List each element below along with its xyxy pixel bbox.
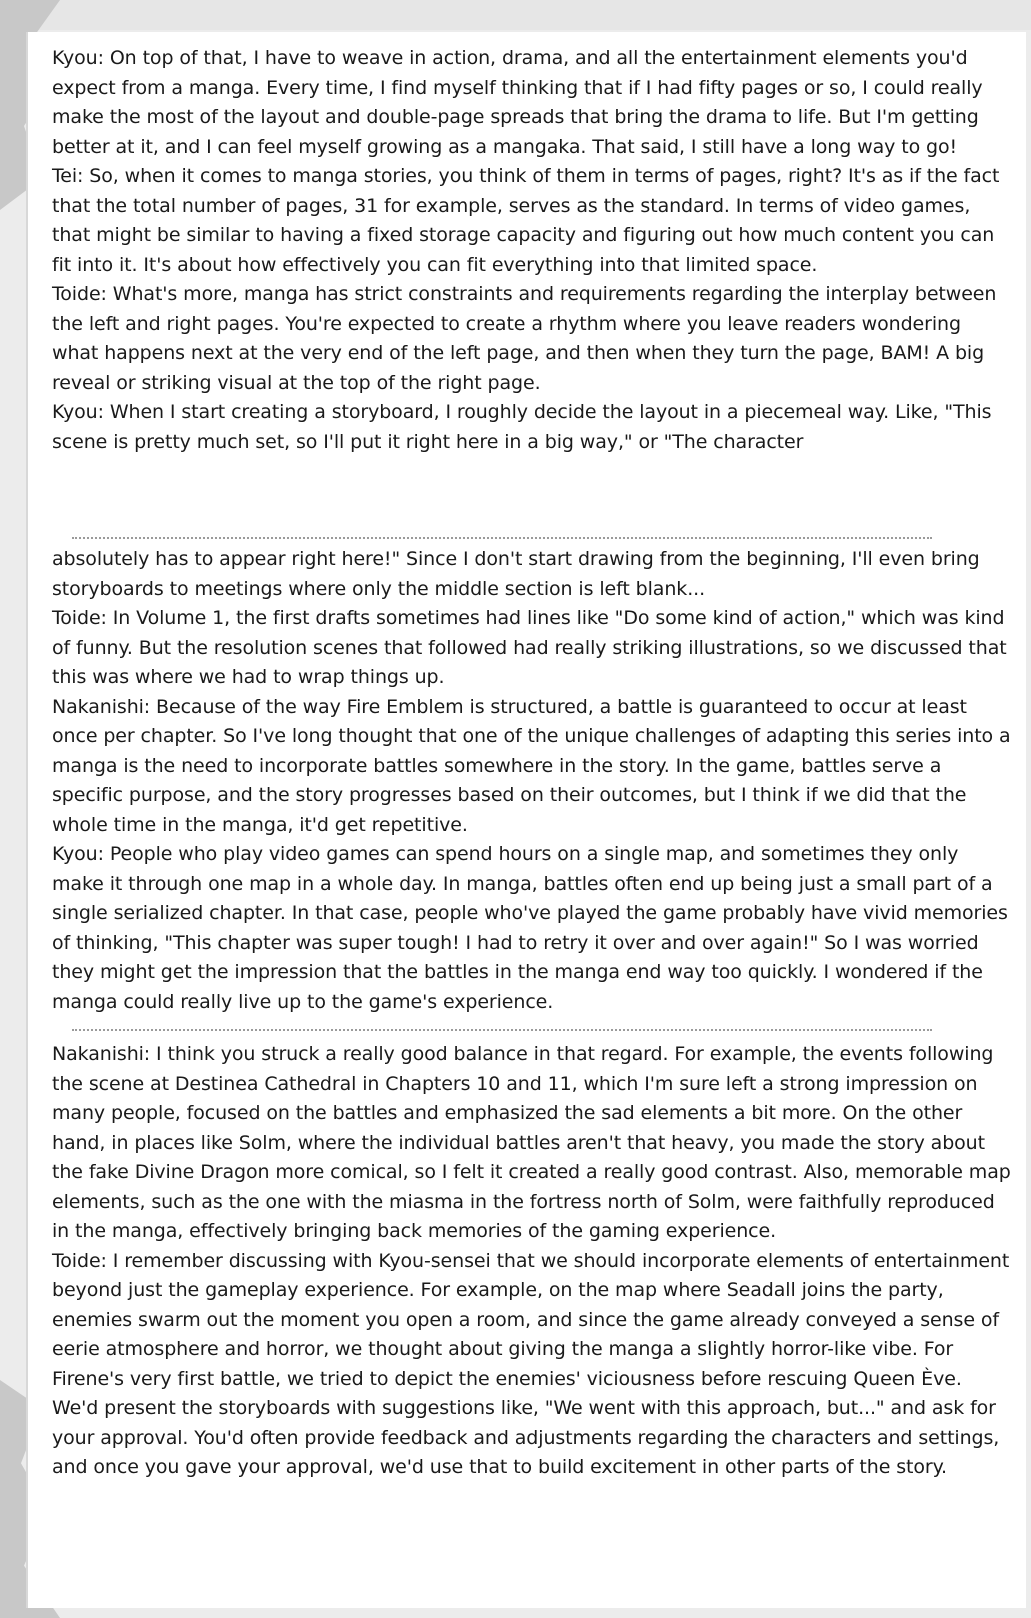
interview-paragraph: Kyou: When I start creating a storyboard, I roughly decide the layout in a piecemeal way. Like, "This scene is pretty much set, so I'll put it right here in a big way," or "The character bbox=[52, 401, 992, 453]
interview-paragraph: Kyou: People who play video games can spend hours on a single map, and sometimes they only make it through one map in a whole day. In manga, battles often end up being just a small part of a single serialized chapter. In that case, people who've played the game probably have vivid memories of thinking, "This chapter was super tough! I had to retry it over and over again!" So I was worried they might get the impression that the battles in the manga end way too quickly. I wondered if the manga could really live up to the game's experience. bbox=[52, 843, 1008, 1013]
interview-paragraph: Toide: What's more, manga has strict constraints and requirements regarding the interplay between the left and right pages. You're expected to create a rhythm where you leave readers wondering what happens next at the very end of the left page, and then when they turn the page, BAM! A big reveal or striking visual at the top of the right page. bbox=[52, 283, 997, 394]
interview-section-2 bbox=[52, 545, 1012, 1017]
section-divider bbox=[72, 1029, 932, 1031]
interview-paragraph: Kyou: On top of that, I have to weave in action, drama, and all the entertainment elements you'd expect from a manga. Every time, I find myself thinking that if I had fifty pages or so, I could really make the most of the layout and double-page spreads that bring the drama to life. But I'm getting better at it, and I can feel myself growing as a mangaka. That said, I still have a long way to go! bbox=[52, 47, 983, 158]
section-divider bbox=[72, 537, 932, 539]
interview-section-3 bbox=[52, 1040, 1012, 1483]
interview-paragraph: Nakanishi: I think you struck a really good balance in that regard. For example, the events following the scene at Destinea Cathedral in Chapters 10 and 11, which I'm sure left a strong impression on many people, focused on the battles and emphasized the sad elements a bit more. On the other hand, in places like Solm, where the individual battles aren't that heavy, you made the story about the fake Divine Dragon more comical, so I felt it created a really good contrast. Also, memorable map elements, such as the one with the miasma in the fortress north of Solm, were faithfully reproduced in the manga, effectively bringing back memories of the gaming experience. bbox=[52, 1043, 1011, 1242]
interview-section-1 bbox=[52, 44, 1012, 457]
interview-paragraph: absolutely has to appear right here!" Since I don't start drawing from the beginning, I'll even bring storyboards to meetings where only the middle section is left blank... bbox=[52, 548, 980, 600]
interview-paragraph: Nakanishi: Because of the way Fire Emblem is structured, a battle is guaranteed to occur at least once per chapter. So I've long thought that one of the unique challenges of adapting this series into a manga is the need to incorporate battles somewhere in the story. In the game, battles serve a specific purpose, and the story progresses based on their outcomes, but I think if we did that the whole time in the manga, it'd get repetitive. bbox=[52, 695, 1011, 836]
interview-paragraph: Toide: In Volume 1, the first drafts sometimes had lines like "Do some kind of action," which was kind of funny. But the resolution scenes that followed had really striking illustrations, so we discussed that this was where we had to wrap things up. bbox=[52, 607, 1007, 688]
interview-paragraph: Tei: So, when it comes to manga stories, you think of them in terms of pages, right? It's as if the fact that the total number of pages, 31 for example, serves as the standard. In terms of video games, that might be similar to having a fixed storage capacity and figuring out how much content you can fit into it. It's about how effectively you can fit everything into that limited space. bbox=[52, 165, 1000, 276]
top-border-ornament bbox=[0, 0, 1031, 30]
interview-paragraph: Toide: I remember discussing with Kyou-sensei that we should incorporate elements of entertainment beyond just the gameplay experience. For example, on the map where Seadall joins the party, enemies swarm out the moment you open a room, and since the game already conveyed a sense of eerie atmosphere and horror, we thought about giving the manga a slightly horror-like vibe. For Firene's very first battle, we tried to depict the enemies' viciousness before rescuing Queen Ève. We'd present the storyboards with suggestions like, "We went with this approach, but..." and ask for your approval. You'd often provide feedback and adjustments regarding the characters and settings, and once you gave your approval, we'd use that to build excitement in other parts of the story. bbox=[52, 1249, 1010, 1478]
